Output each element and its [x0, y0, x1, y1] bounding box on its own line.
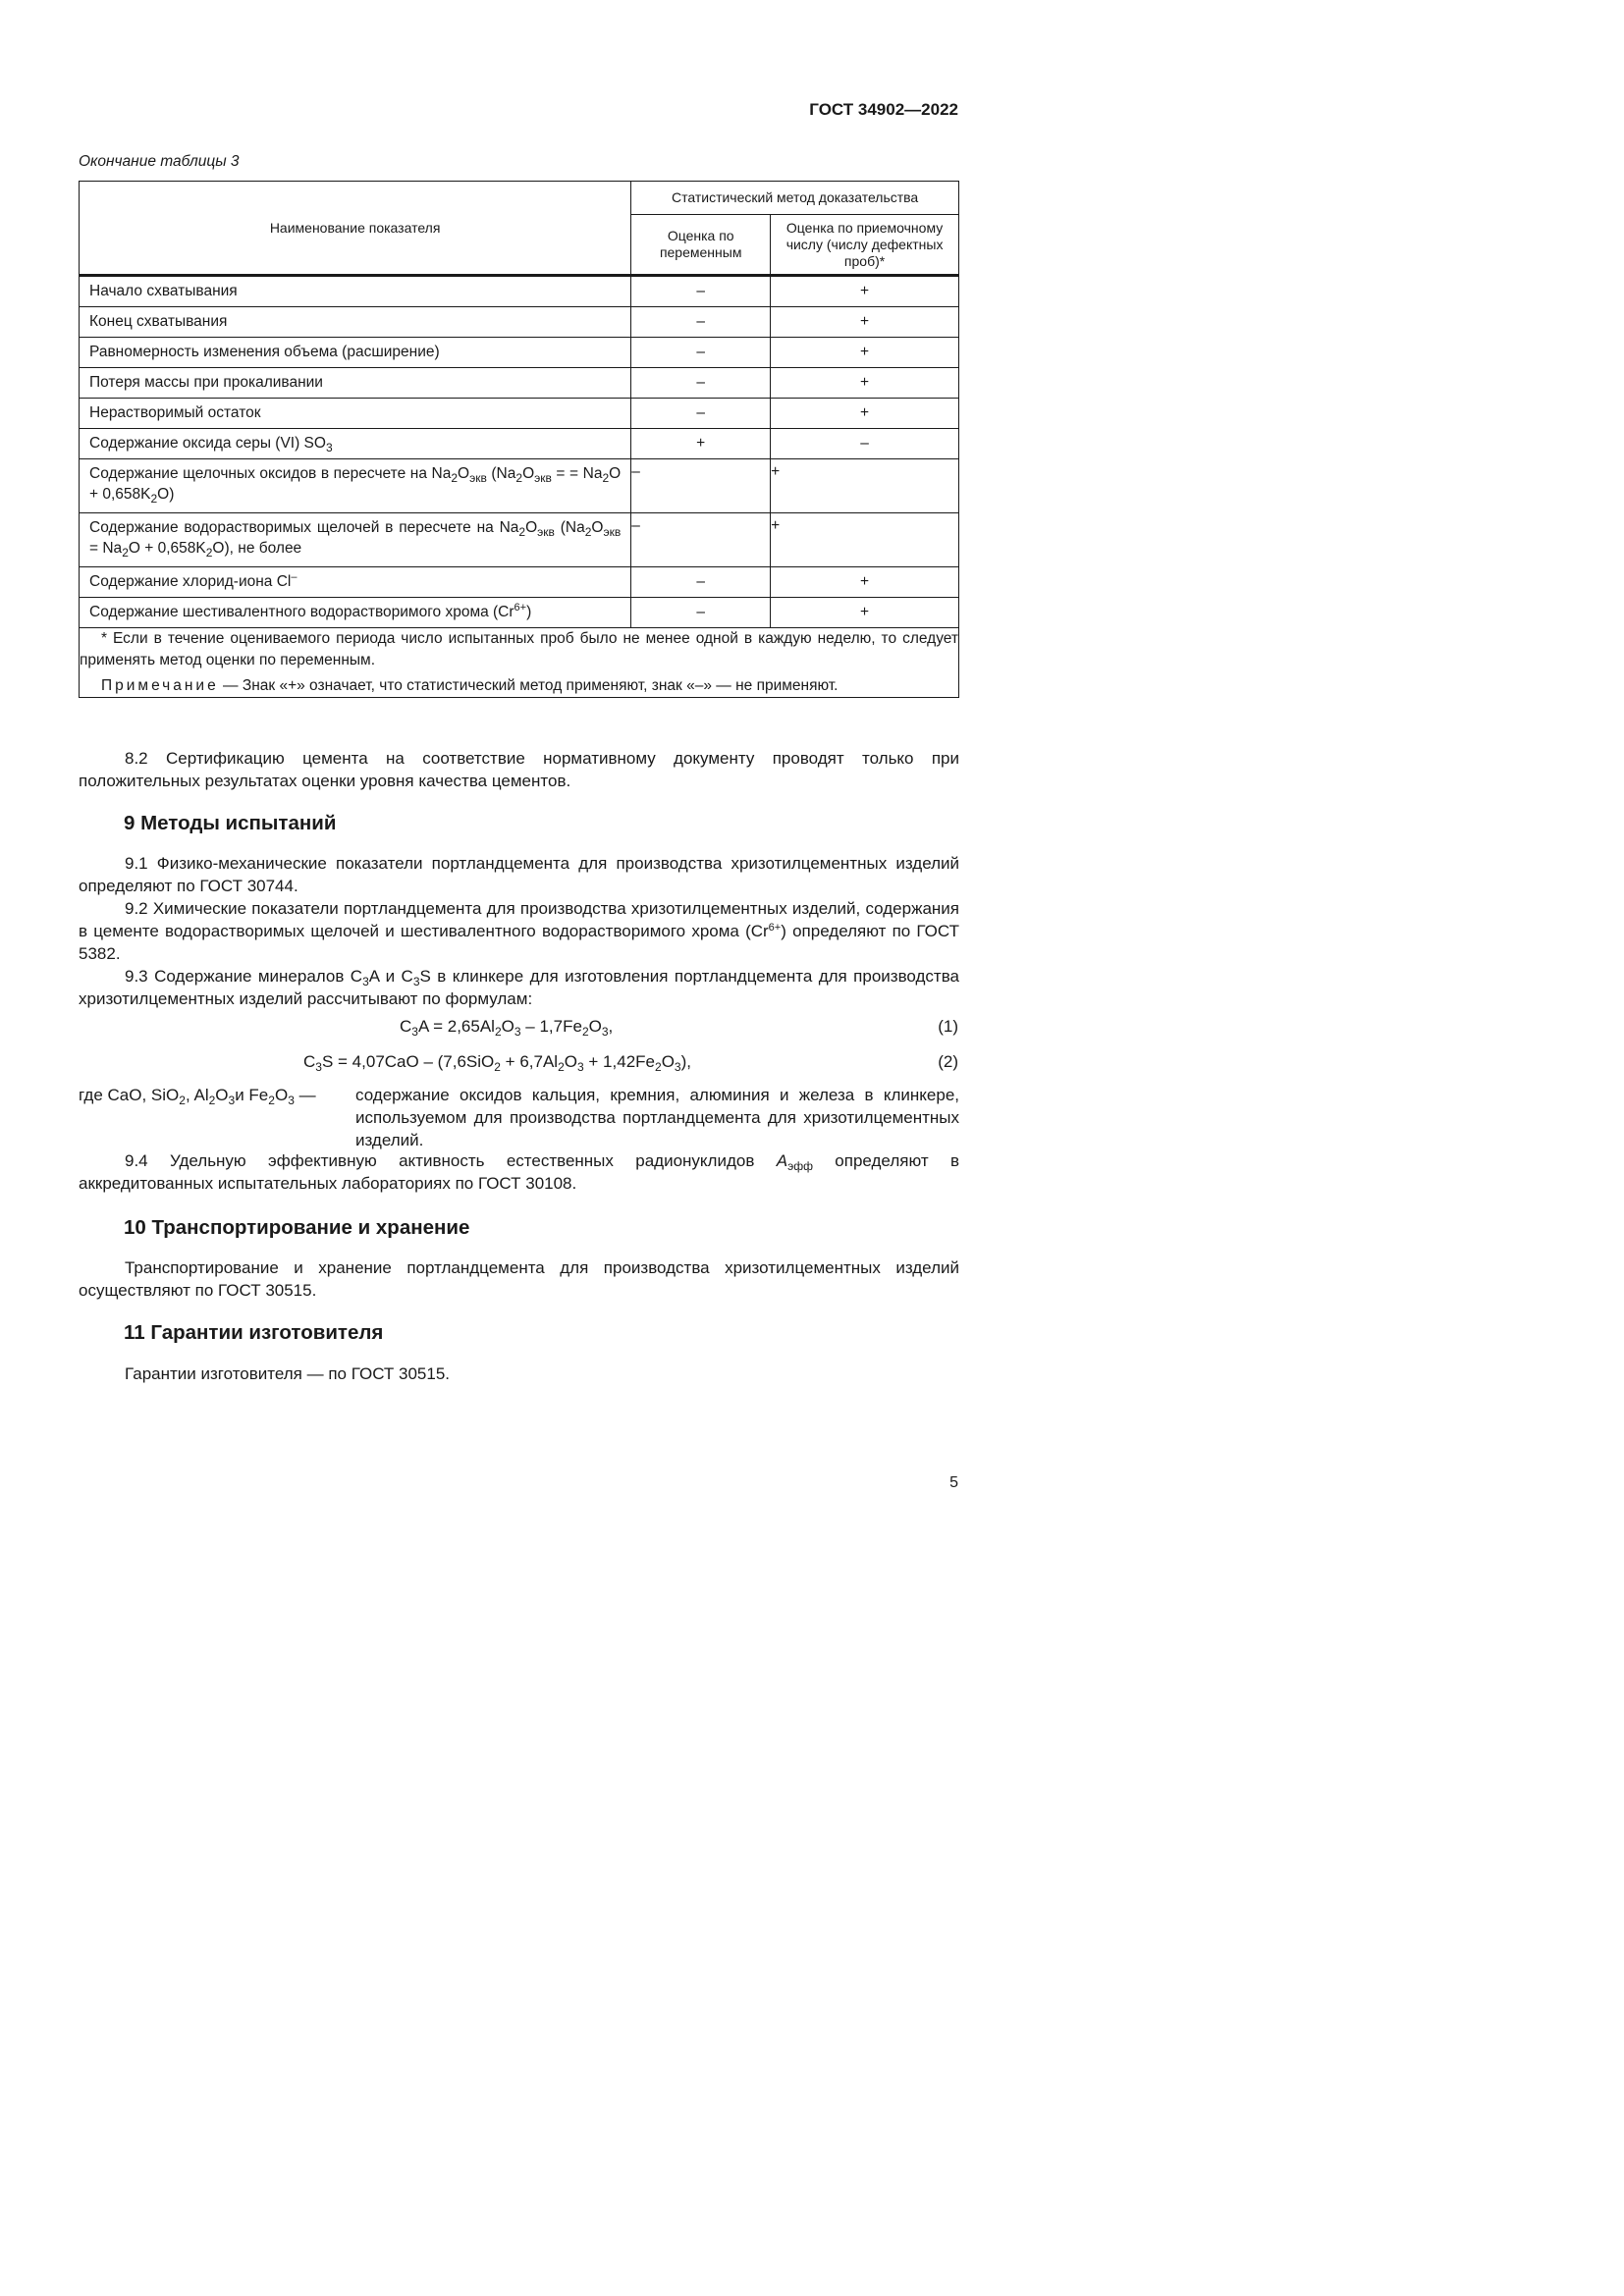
row-name: Содержание водорастворимых щелочей в пересчете на $Na_2O_{экв}$ $(Na_2O_{экв} = Na_2O + 0,658K_2O)$, не более	[80, 513, 631, 567]
where-description: содержание оксидов кальция, кремния, алюминия и железа в клинкере, используемом для производства портландцемента для хризотилцементных изделий.	[355, 1086, 959, 1149]
table-row	[80, 513, 959, 567]
row-value-2: –	[771, 429, 959, 459]
row-value-1: –	[631, 513, 771, 567]
table-row	[80, 368, 959, 399]
row-value-1: –	[631, 368, 771, 399]
col-header-name: Наименование показателя	[80, 182, 631, 276]
row-value-2: +	[771, 513, 959, 567]
row-value-2: +	[771, 276, 959, 307]
table-footnote: * Если в течение оцениваемого периода число испытанных проб было не менее одной в каждую неделю, то следует применять метод оценки по переменным.	[80, 630, 958, 668]
row-name: Начало схватывания	[80, 276, 631, 307]
row-value-2: +	[771, 338, 959, 368]
row-value-2: +	[771, 459, 959, 513]
row-name: Нерастворимый остаток	[80, 399, 631, 429]
col-header-acceptance: Оценка по приемочному числу (числу дефектных проб)*	[771, 215, 959, 276]
formula-1: $C_3A = 2,65Al_2O_3 - 1,7Fe_2O_3$,	[400, 1017, 614, 1039]
standard-number: ГОСТ 34902—2022	[809, 100, 958, 119]
col-header-group: Статистический метод доказательства	[631, 182, 959, 215]
row-name: Содержание оксида серы (VI) $SO_3$	[80, 429, 631, 459]
table-row	[80, 429, 959, 459]
col-header-variables: Оценка по переменным	[631, 215, 771, 276]
row-value-1: –	[631, 567, 771, 598]
row-value-1: –	[631, 307, 771, 338]
section-11-title: 11 Гарантии изготовителя	[124, 1321, 384, 1344]
table-row	[80, 598, 959, 628]
row-name: Потеря массы при прокаливании	[80, 368, 631, 399]
table-footer	[80, 628, 959, 698]
row-name: Содержание щелочных оксидов в пересчете на $Na_2O_{экв}$ ($Na_2O_{экв}$ = = $Na_2O + 0,658K_2O$)	[80, 459, 631, 513]
formula-1-number: (1)	[938, 1017, 958, 1036]
paragraph-9-3: 9.3 Содержание минералов $C_3A$ и $C_3S$ в клинкере для изготовления портландцемента для производства хризотилцементных изделий рассчитывают по формулам:	[79, 967, 960, 1008]
table-row	[80, 459, 959, 513]
table-row	[80, 307, 959, 338]
paragraph-11: Гарантии изготовителя — по ГОСТ 30515.	[125, 1364, 451, 1383]
row-value-1: –	[631, 598, 771, 628]
paragraph-9-4: 9.4 Удельную эффективную активность естественных радионуклидов $A_{эфф}$ определяют в аккредитованных испытательных лабораториях по ГОСТ 30108.	[79, 1151, 959, 1193]
section-10-title: 10 Транспортирование и хранение	[124, 1216, 470, 1239]
row-value-1: –	[631, 276, 771, 307]
row-name: Содержание шестивалентного водорастворимого хрома $(Cr^{6+})$	[80, 598, 631, 628]
row-name: Равномерность изменения объема (расширение)	[80, 338, 631, 368]
row-value-2: +	[771, 368, 959, 399]
table-caption: Окончание таблицы 3	[79, 153, 240, 170]
where-label: где CaO, SiO$_2$, $Al_2O_3и$ $Fe_2O_3$ —	[79, 1086, 316, 1107]
paragraph-9-2: 9.2 Химические показатели портландцемента для производства хризотилцементных изделий, содержания в цементе водорастворимых щелочей и шестивалентного водорастворимого хрома $(Cr^{6+})$ определяют по ГОСТ 5382.	[79, 899, 959, 963]
table-3	[79, 181, 959, 698]
row-value-1: –	[631, 399, 771, 429]
note-label: Примечание	[101, 677, 219, 694]
page-number: 5	[949, 1474, 958, 1491]
row-value-2: +	[771, 567, 959, 598]
row-name: Содержание хлорид-иона Cl–	[80, 567, 631, 598]
row-value-2: +	[771, 598, 959, 628]
table-row	[80, 338, 959, 368]
formula-2-number: (2)	[938, 1052, 958, 1071]
table-row	[80, 276, 959, 307]
paragraph-10: Транспортирование и хранение портландцемента для производства хризотилцементных изделий осуществляют по ГОСТ 30515.	[79, 1258, 959, 1300]
row-value-1: –	[631, 338, 771, 368]
row-name: Конец схватывания	[80, 307, 631, 338]
table-row	[80, 567, 959, 598]
row-value-2: +	[771, 307, 959, 338]
table-row	[80, 399, 959, 429]
formula-2: $C_3S = 4,07CaO - (7,6SiO_2 + 6,7Al_2O_3 + 1,42Fe_2O_3)$,	[303, 1052, 691, 1074]
paragraph-9-1: 9.1 Физико-механические показатели портландцемента для производства хризотилцементных изделий определяют по ГОСТ 30744.	[79, 854, 959, 895]
row-value-1: +	[631, 429, 771, 459]
paragraph-8-2: 8.2 Сертификацию цемента на соответствие нормативному документу проводят только при положительных результатах оценки уровня качества цементов.	[79, 749, 959, 790]
row-value-2: +	[771, 399, 959, 429]
row-value-1: –	[631, 459, 771, 513]
note-text: — Знак «+» означает, что статистический метод применяют, знак «–» — не применяют.	[218, 677, 839, 694]
section-9-title: 9 Методы испытаний	[124, 812, 337, 834]
